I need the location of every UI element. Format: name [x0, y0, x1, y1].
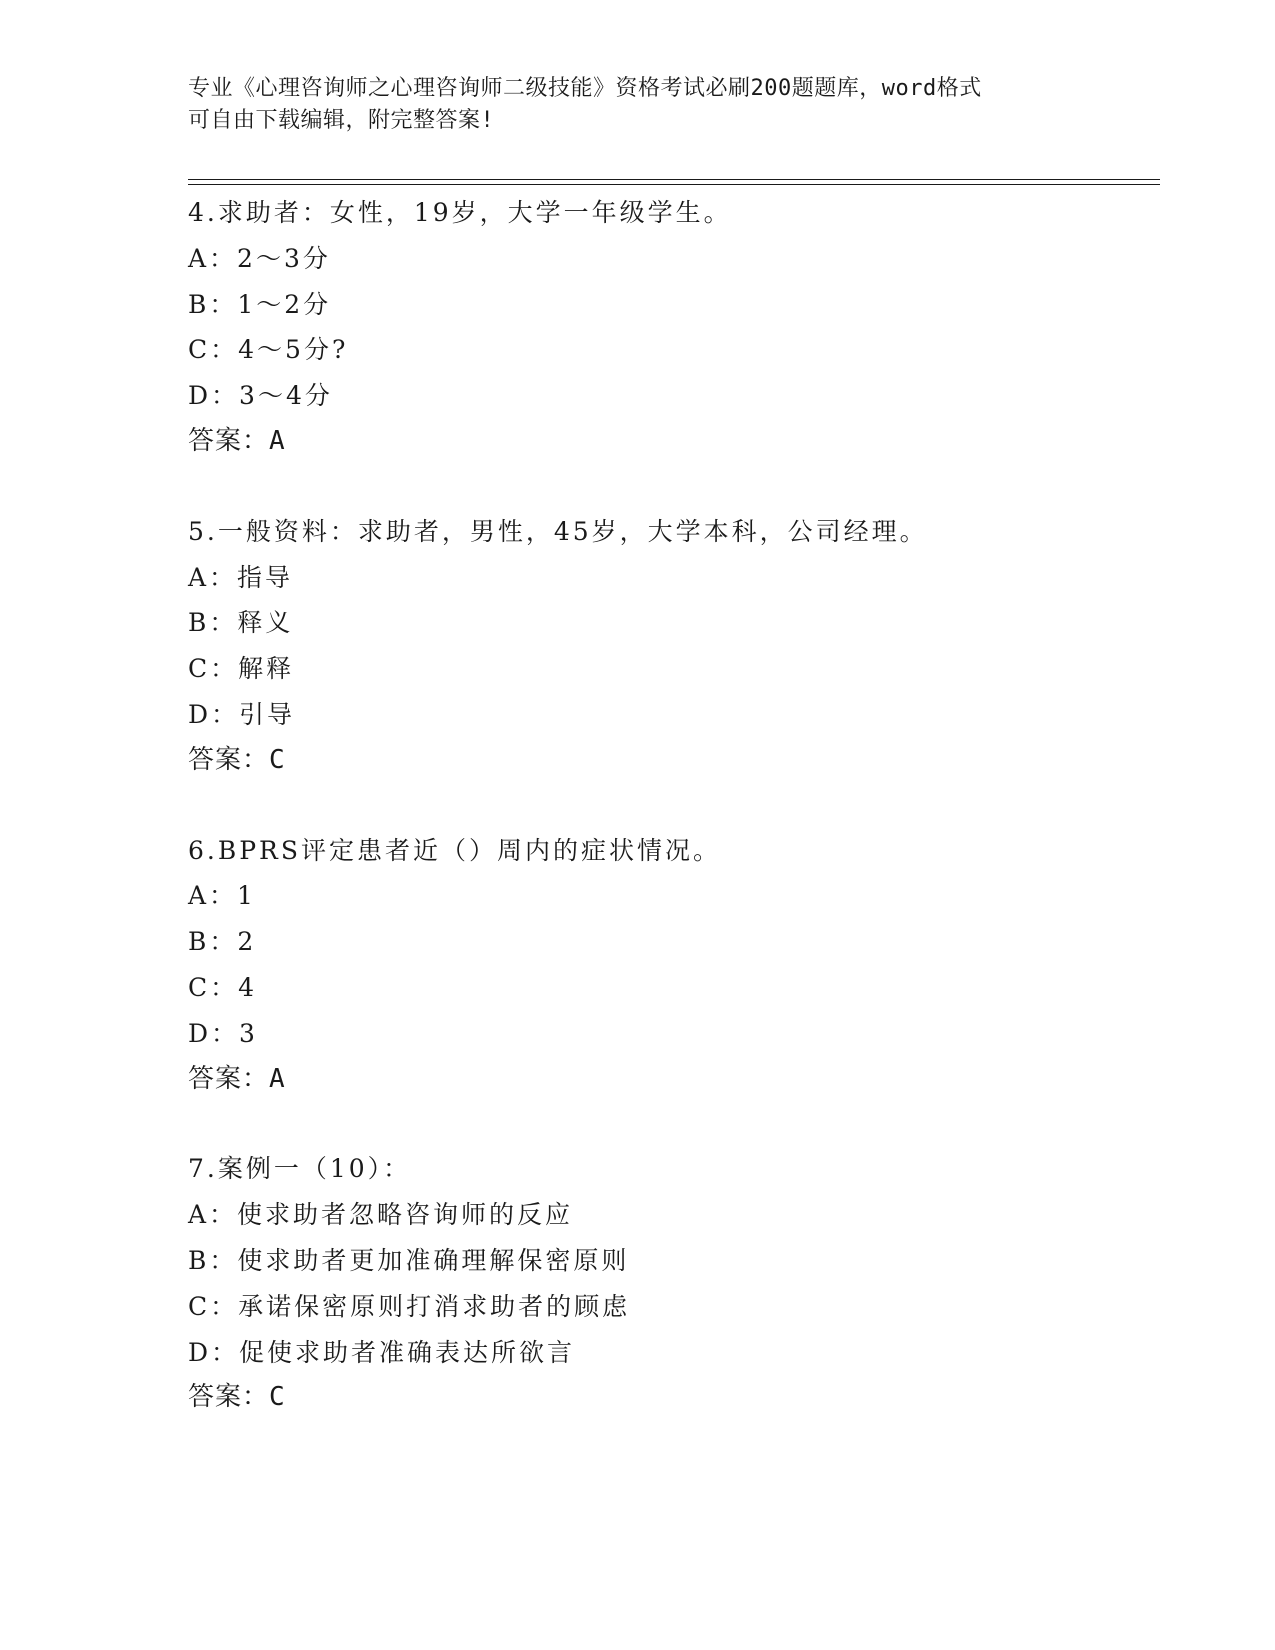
option-a: A：2～3分: [188, 243, 331, 273]
answer: 答案：C: [188, 744, 286, 775]
question-6: [188, 828, 1160, 1103]
answer: 答案：A: [188, 425, 286, 456]
option-d: D：引导: [188, 699, 296, 729]
question-stem: 5.一般资料：求助者，男性，45岁，大学本科，公司经理。: [188, 516, 928, 546]
option-c: C：解释: [188, 654, 295, 684]
option-b: B：使求助者更加准确理解保密原则: [188, 1245, 630, 1275]
option-c: C：承诺保密原则打消求助者的顾虑: [188, 1291, 631, 1321]
option-b: B：2: [188, 927, 257, 957]
option-d: D：3～4分: [188, 381, 333, 411]
question-4: [188, 190, 1160, 465]
header-divider-bottom: [188, 184, 1160, 185]
option-a: A：1: [188, 881, 256, 911]
question-stem: 7.案例一（10）：: [188, 1154, 412, 1184]
option-d: D：3: [188, 1018, 258, 1048]
answer: 答案：A: [188, 1063, 286, 1094]
document-header: [188, 73, 1088, 137]
header-line-2: 可自由下载编辑，附完整答案!: [188, 108, 495, 133]
question-list: [188, 190, 1160, 1465]
option-a: A：使求助者忽略咨询师的反应: [188, 1200, 574, 1230]
option-c: C：4: [188, 972, 258, 1002]
question-stem: 6.BPRS评定患者近（）周内的症状情况。: [188, 835, 721, 865]
question-7: [188, 1146, 1160, 1421]
header-line-1: 专业《心理咨询师之心理咨询师二级技能》资格考试必刷200题题库，word格式: [188, 76, 982, 101]
option-a: A：指导: [188, 562, 294, 592]
option-c: C：4～5分?: [188, 335, 349, 365]
question-5: [188, 509, 1160, 784]
header-divider-top: [188, 179, 1160, 180]
option-b: B：1～2分: [188, 289, 332, 319]
option-d: D：促使求助者准确表达所欲言: [188, 1337, 576, 1367]
question-stem: 4.求助者：女性，19岁，大学一年级学生。: [188, 198, 732, 227]
option-b: B：释义: [188, 608, 294, 638]
answer: 答案：C: [188, 1382, 286, 1413]
